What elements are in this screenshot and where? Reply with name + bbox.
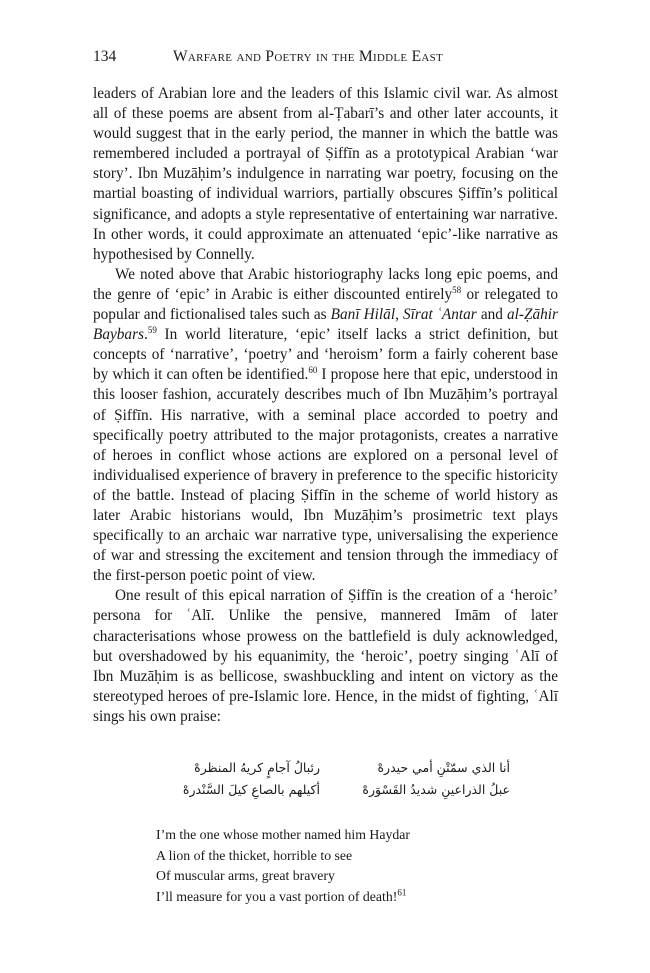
page-number: 134 — [93, 48, 117, 65]
paragraph-2-text: , — [395, 306, 403, 324]
footnote-ref-58[interactable]: 58 — [452, 284, 462, 295]
book-page — [93, 46, 558, 907]
paragraph-2-text: . — [144, 326, 148, 344]
running-head — [93, 46, 558, 68]
paragraph-2-text: In world literature, ‘epic’ itself lacks a strict definition, but concepts of ‘narrative’, ‘poetry’ and ‘heroism’ form a fairly coherent base by which it can often be identified. — [93, 326, 558, 384]
paragraph-2-text: I propose here that epic, understood in this looser fashion, accurately describes much of Ibn Muzāḥim’s portrayal of Ṣiffīn. His narrative, with a seminal place accorded to poetry and specifically poetry attributed to the major protagonists, creates a narrative of heroes in conflict whose actions are explored on a personal level of individualised experience of bravery in preference to the specific historicity of the battle. Instead of placing Ṣiffīn in the scheme of world history as later Arabic historians would, Ibn Muzāḥim’s prosimetric text plays specifically to an archaic war narrative type, universalising the experience of war and stressing the excitement and tension through the immediacy of the first-person poetic point of view. — [93, 366, 558, 585]
footnote-ref-60[interactable]: 60 — [308, 365, 318, 376]
arabic-hemistich: رئبالُ آجامٍ كريهُ المنظرهْ — [194, 760, 320, 775]
verse-line: Of muscular arms, great bravery — [156, 868, 335, 883]
english-translation — [156, 825, 558, 907]
paragraph-2-text: and — [476, 306, 507, 324]
verse-line-text: I’ll measure for you a vast portion of death! — [156, 888, 398, 904]
body-text — [93, 84, 558, 727]
paragraph-3: One result of this epical narration of Ṣiffīn is the creation of a ‘heroic’ persona for ʿAlī. Unlike the pensive, mannered Imām of later characterisations whose prowess on the battlefield is duly acknowledged, but overshadowed by his equanimity, the ‘heroic’, poetry singing ʿAlī of Ibn Muzāḥim is as bellicose, swashbuckling and intent on victory as the stereotyped heroes of pre-Islamic lore. Hence, in the midst of fighting, ʿAlī sings his own praise: — [93, 587, 558, 725]
footnote-ref-61[interactable]: 61 — [397, 886, 407, 897]
paragraph-2-text: or relegated to popular and fictionalised tales such as — [93, 285, 558, 324]
work-title-bani-hilal: Banī Hilāl — [330, 306, 396, 324]
verse-line — [156, 887, 558, 908]
footnote-ref-59[interactable]: 59 — [147, 325, 157, 336]
paragraph-1: leaders of Arabian lore and the leaders of this Islamic civil war. As almost all of these poems are absent from al-Ṭabarī’s and other later accounts, it would suggest that in the early period, the manner in which the battle was remembered included a portrayal of Ṣiffīn as a prototypical Arabian ‘war story’. Ibn Muzāḥim’s indulgence in narrating war poetry, focusing on the martial boasting of individual warriors, partially obscures Ṣiffīn’s political significance, and adopts a style representative of entertaining war narrative. In other words, it could approximate an attenuated ‘epic’-like narrative as hypothesised by Connelly. — [93, 85, 558, 263]
paragraph-2 — [93, 265, 558, 587]
work-title-al-zahir-baybars: al-Ẓāhir Baybars — [93, 306, 558, 344]
arabic-verse — [93, 757, 558, 801]
arabic-hemistich: أنا الذي سمّتْنِ أمي حيدرهْ — [377, 760, 510, 775]
paragraph-2-text: We noted above that Arabic historiography lacks long epic poems, and the genre of ‘epic’ in Arabic is either discounted entirely — [93, 265, 558, 303]
work-title-sirat-antar: Sīrat ʿAntar — [403, 306, 477, 324]
verse-line: A lion of the thicket, horrible to see — [156, 847, 353, 863]
arabic-hemistich: أكيلهم بالصاعِ كيلَ السَّنْدرهْ — [182, 782, 320, 797]
arabic-hemistich: عبلُ الذراعينِ شديدُ القَسْوَرهْ — [362, 782, 510, 797]
verse-line: I’m the one whose mother named him Haydar — [156, 827, 411, 842]
running-title: Warfare and Poetry in the Middle East — [173, 48, 444, 65]
